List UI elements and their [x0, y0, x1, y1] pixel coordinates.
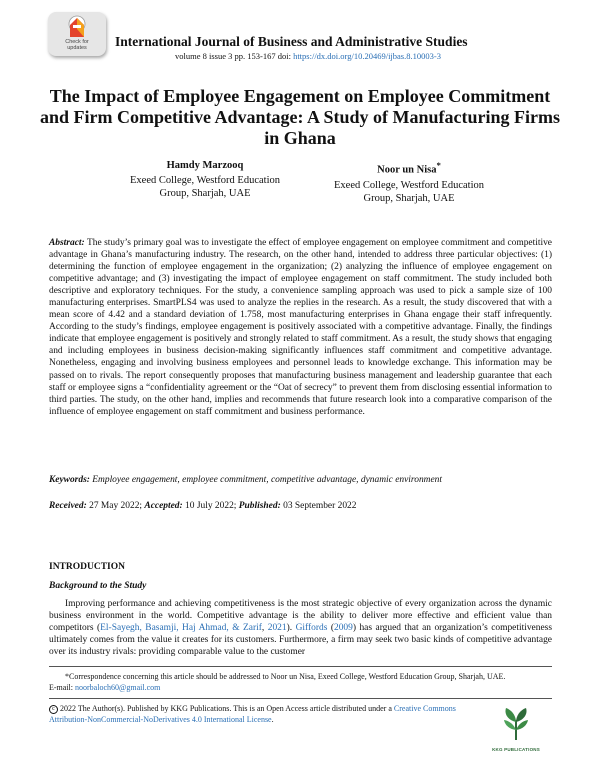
intro-text-d: (: [327, 623, 334, 634]
citation-giffords[interactable]: Giffords: [295, 623, 328, 634]
copyright-icon: c: [49, 705, 58, 714]
doi-link[interactable]: https://dx.doi.org/10.20469/ijbas.8.10003-3: [293, 51, 441, 61]
accepted-date: 10 July 2022;: [185, 501, 237, 511]
article-title: The Impact of Employee Engagement on Employee Commitment and Firm Competitive Advantage: A Study of Manufacturing Firms in Ghana: [40, 86, 560, 148]
journal-name: International Journal of Business and Administrative Studies: [115, 34, 468, 49]
license-link[interactable]: Creative Commons Attribution-NonCommercial-NoDerivatives 4.0 International License: [49, 704, 456, 724]
published-label: Published:: [238, 501, 281, 511]
intro-paragraph: [49, 598, 552, 658]
author-2-affiliation-line-2: Group, Sharjah, UAE: [363, 192, 455, 204]
volume-info: [175, 51, 441, 61]
citation-el-sayegh[interactable]: El-Sayegh, Basamji, Haj Ahmad, & Zarif: [100, 623, 262, 634]
author-2: [294, 159, 524, 205]
section-heading: INTRODUCTION: [49, 562, 126, 572]
publisher-logo: [484, 706, 548, 752]
author-1: [90, 159, 320, 200]
citation-el-sayegh-year[interactable]: 2021: [267, 623, 287, 634]
publisher-name: KKG PUBLICATIONS: [492, 747, 540, 752]
author-2-name-wrap: [294, 159, 524, 177]
citation-giffords-year[interactable]: 2009: [333, 623, 353, 634]
crossmark-icon: [66, 15, 88, 39]
correspondence-footnote: [49, 671, 552, 693]
license-notice: [49, 703, 469, 725]
author-1-affiliation-line-1: Exeed College, Westford Education: [130, 175, 280, 186]
abstract: [49, 237, 552, 418]
intro-text-a: Improving performance and achieving competitiveness is the most strategic objective of every organization across the dynamic business environment in the world. Competitive advantage is the ability to deliver more effective and efficient value than competitors (: [49, 599, 552, 634]
keywords-text: Employee engagement, employee commitment, competitive advantage, dynamic environment: [92, 475, 443, 485]
abstract-text: The study’s primary goal was to investigate the effect of employee engagement on employee commitment and competitive advantage in Ghana’s manufacturing industry. The research, on the other hand, intended to address three particular objectives: (1) determining the function of employee engagement in the organization; (2) analyzing the influence of employee engagement on competitive advantage; and (3) investigating the impact of employee engagement on staff commitment. The study included both descriptive and exploratory techniques. For the study, a convenience sampling approach was used to pick a sample size of 100 manufacturing enterprises. SmartPLS4 was used to analyze the replies in the research. As a result, the study discovered that with a mean score of 4.42 and a standard deviation of 1.758, most manufacturing enterprises in Ghana engage their staff infrequently. According to the study’s findings, employee engagement is positively associated with a competitive advantage. Finally, the findings indicate that employee engagement is positively and strongly related to staff commitment. As a result, the study shows that engaging and including employees in business decision-making significantly influences staff commitment and competitive advantage. Nonetheless, engaging and involving business employees and personnel leads to knowledge exchange. This information may be passed on to rivals. The report consequently proposes that manufacturing business management and leadership guarantee that each staff or employee signs a “confidentiality agreement or the “Oat of secrecy” to prevent them from disclosing essential information to third parties. The study, on the other hand, implies and recommends that future research look into a comparative comparison of the influence of employee engagement on staff commitment and business performance.: [49, 238, 552, 417]
author-1-name: Hamdy Marzooq: [166, 160, 244, 171]
badge-line-2: updates: [67, 45, 87, 51]
keywords-label: Keywords:: [49, 475, 90, 485]
corresponding-mark: *: [436, 160, 441, 170]
received-date: 27 May 2022;: [89, 501, 143, 511]
author-2-affiliation-line-1: Exeed College, Westford Education: [334, 179, 484, 191]
intro-text-c: ).: [286, 623, 296, 634]
email-link[interactable]: noorbaloch60@gmail.com: [75, 683, 161, 692]
license-divider: [49, 698, 552, 699]
intro-text-b: ,: [261, 623, 268, 634]
author-2-name: Noor un Nisa: [377, 164, 437, 176]
author-1-affiliation-line-2: Group, Sharjah, UAE: [159, 188, 251, 199]
footnote-divider: [49, 666, 552, 667]
email-label: E-mail:: [49, 683, 75, 692]
article-dates: [49, 500, 552, 512]
kkg-logo-icon: [496, 706, 536, 742]
accepted-label: Accepted:: [144, 501, 183, 511]
footnote-text: *Correspondence concerning this article should be addressed to Noor un Nisa, Exeed College, Westford Education Group, Sharjah, UAE.: [65, 672, 506, 681]
badge-line-1: Check for: [65, 39, 89, 45]
intro-text-e: ) has argued that an organization’s competitiveness ultimately comes from the value it creates for its customers. Furthermore, a firm may seek two basic kinds of competitive advantage over its industry rivals: providing comparable value to the customer: [49, 623, 553, 658]
license-end: .: [271, 715, 274, 724]
abstract-label: Abstract:: [49, 238, 85, 248]
keywords: [49, 474, 552, 486]
check-for-updates-badge[interactable]: [48, 12, 106, 56]
received-label: Received:: [49, 501, 87, 511]
license-text: 2022 The Author(s). Published by KKG Publications. This is an Open Access article distributed under a: [58, 704, 394, 713]
subsection-heading: Background to the Study: [49, 581, 147, 591]
volume-text: volume 8 issue 3 pp. 153-167 doi:: [175, 51, 294, 61]
published-date: 03 September 2022: [283, 501, 357, 511]
